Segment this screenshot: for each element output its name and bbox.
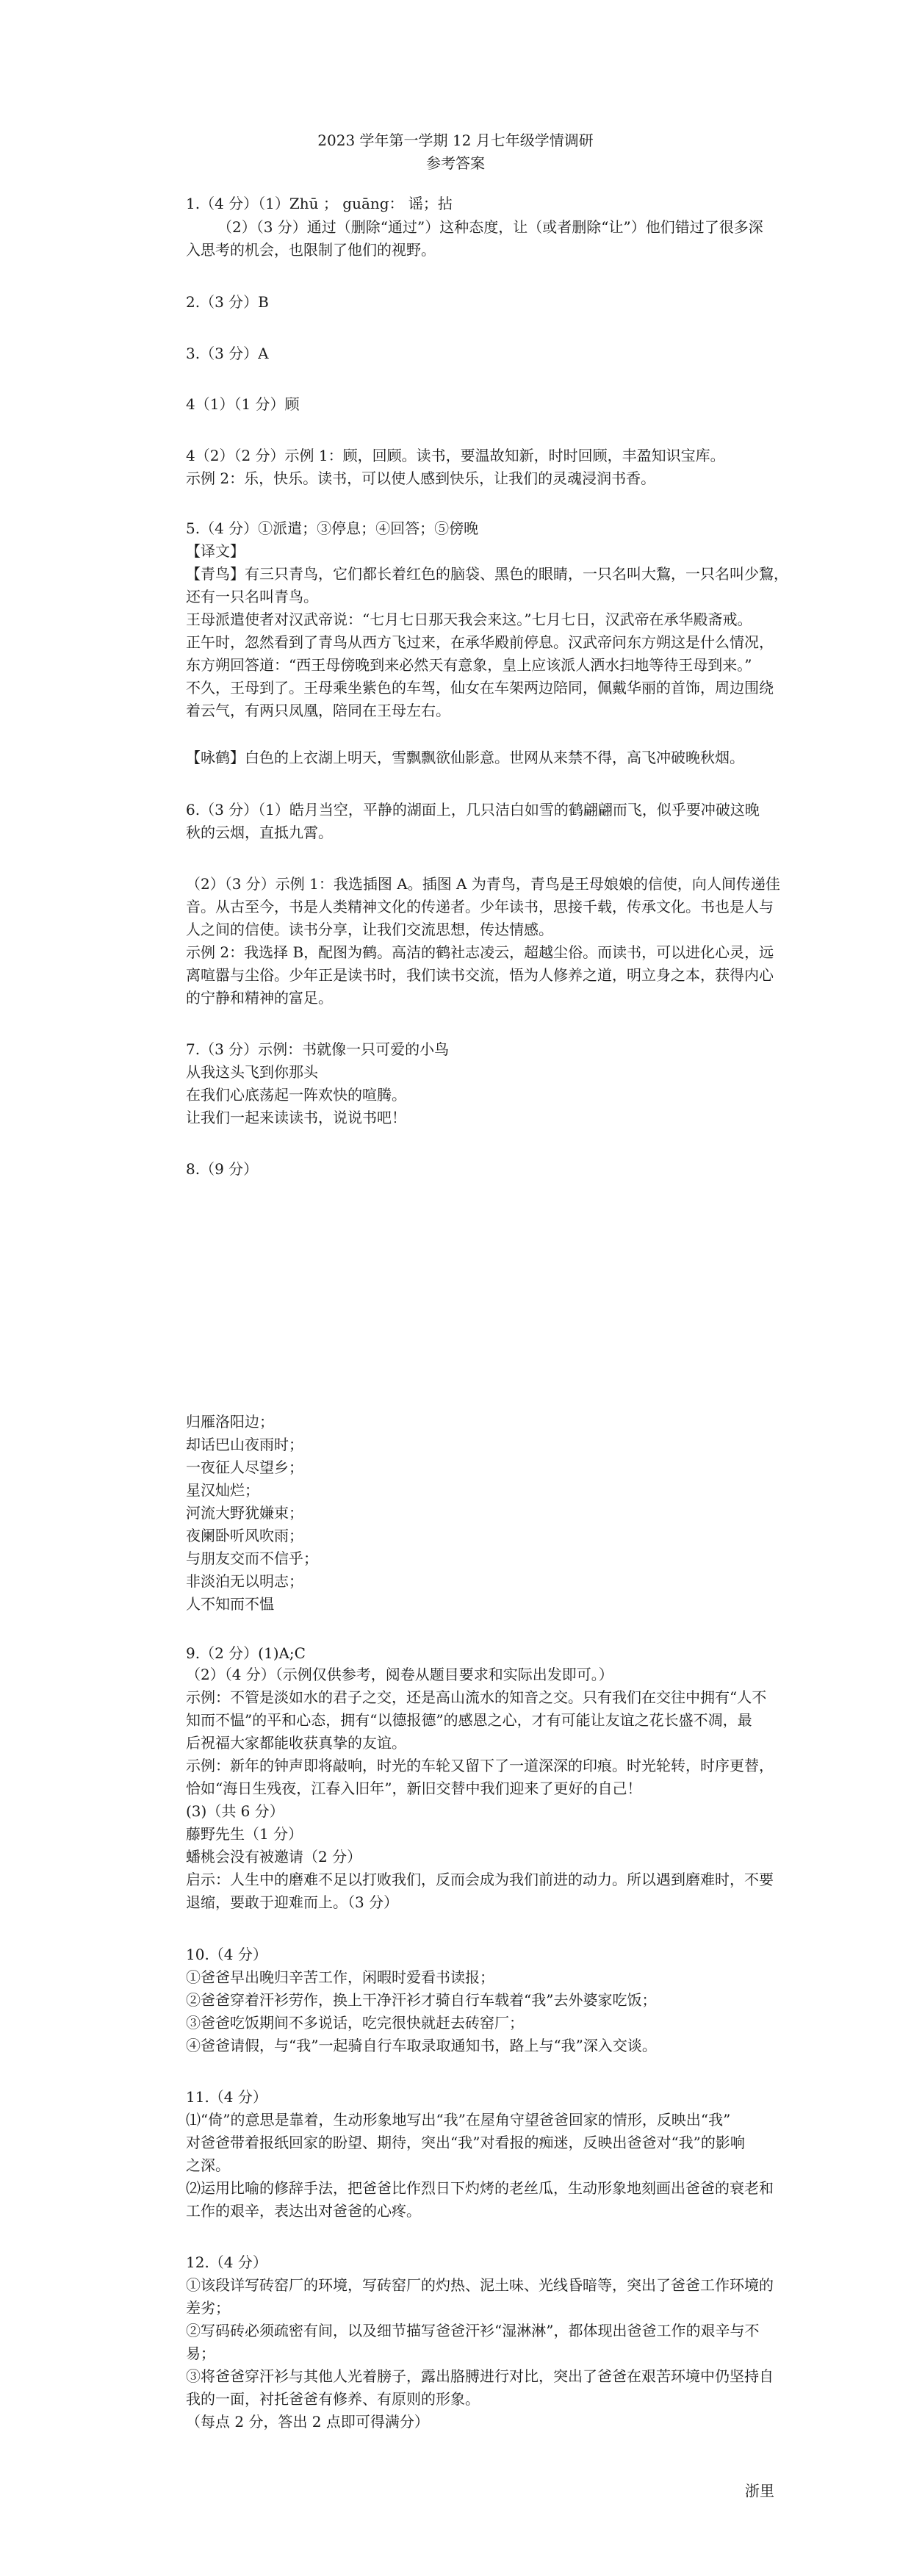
answer-line: 秋的云烟，直抵九霄。	[186, 824, 333, 841]
answer-line: 不久，王母到了。王母乘坐紫色的车驾，仙女在车架两边陪同，佩戴华丽的首饰，周边围绕	[186, 679, 774, 697]
answer-line: 7.（3 分）示例：书就像一只可爱的小鸟	[186, 1040, 450, 1058]
poem-line: 非淡泊无以明志；	[186, 1572, 303, 1590]
answer-line: ④爸爸请假，与“我”一起骑自行车取录取通知书，路上与“我”深入交谈。	[186, 2037, 657, 2054]
poem-line: 与朋友交而不信乎；	[186, 1550, 318, 1567]
answer-line: 后祝福大家都能收获真挚的友谊。	[186, 1734, 406, 1752]
answer-line: 启示：人生中的磨难不足以打败我们，反而会成为我们前进的动力。所以遇到磨难时，不要	[186, 1871, 774, 1888]
answer-line: 离喧嚣与尘俗。少年正是读书时，我们读书交流，悟为人修养之道，明立身之本，获得内心	[186, 966, 774, 984]
answer-line: ③将爸爸穿汗衫与其他人光着膀子，露出胳膊进行对比，突出了爸爸在艰苦环境中仍坚持自	[186, 2367, 774, 2385]
answer-line: 知而不愠”的平和心态，拥有“以德报德”的感恩之心，才有可能让友谊之花长盛不凋，最	[186, 1711, 752, 1729]
answer-line: （2）（4 分）（示例仅供参考，阅卷从题目要求和实际出发即可。）	[186, 1666, 613, 1683]
answer-line: 12.（4 分）	[186, 2253, 267, 2271]
poem-line: 归雁洛阳边；	[186, 1413, 274, 1431]
section-label: 【译文】	[186, 542, 245, 560]
answer-line: 3.（3 分）A	[186, 345, 269, 362]
answer-line: 的宁静和精神的富足。	[186, 989, 333, 1007]
page-subtitle: 参考答案	[426, 154, 485, 172]
answer-line: 10.（4 分）	[186, 1946, 267, 1963]
answer-line: 4（2）（2 分）示例 1：顾，回顾。读书，要温故知新，时时回顾，丰盈知识宝库。	[186, 447, 725, 464]
poem-line: 星汉灿烂；	[186, 1481, 259, 1499]
answer-line: 示例：新年的钟声即将敲响，时光的车轮又留下了一道深深的印痕。时光轮转，时序更替，	[186, 1757, 774, 1774]
answer-line: 东方朔回答道：“西王母傍晚到来必然天有意象，皇上应该派人洒水扫地等待王母到来。”	[186, 656, 752, 674]
answer-line: 之深。	[186, 2156, 230, 2174]
answer-line: 对爸爸带着报纸回家的盼望、期待，突出“我”对看报的痴迷，反映出爸爸对“我”的影响	[186, 2134, 745, 2151]
answer-line: ⑵运用比喻的修辞手法，把爸爸比作烈日下灼烤的老丝瓜，生动形象地刻画出爸爸的衰老和	[186, 2179, 774, 2197]
poem-line: 一夜征人尽望乡；	[186, 1458, 303, 1476]
answer-line: ②爸爸穿着汗衫劳作，换上干净汗衫才骑自行车载着“我”去外婆家吃饭；	[186, 1991, 657, 2009]
answer-line: 人之间的信使。读书分享，让我们交流思想，传达情感。	[186, 921, 553, 938]
answer-line: 着云气，有两只凤凰，陪同在王母左右。	[186, 702, 450, 719]
answer-line: （每点 2 分，答出 2 点即可得满分）	[186, 2413, 429, 2431]
answer-line: 还有一只名叫青鸟。	[186, 588, 318, 605]
answer-line: 工作的艰辛，表达出对爸爸的心疼。	[186, 2202, 421, 2220]
poem-line: 却话巴山夜雨时；	[186, 1436, 303, 1453]
answer-line: 我的一面，衬托爸爸有修养、有原则的形象。	[186, 2390, 480, 2408]
answer-line: 示例 2：乐，快乐。读书，可以使人感到快乐，让我们的灵魂浸润书香。	[186, 469, 656, 487]
answer-line: （2）（3 分）示例 1：我选插图 A。插图 A 为青鸟，青鸟是王母娘娘的信使，向人间传递佳	[186, 875, 780, 893]
answer-line: 示例：不管是淡如水的君子之交，还是高山流水的知音之交。只有我们在交往中拥有“人不	[186, 1688, 767, 1706]
answer-line: 从我这头飞到你那头	[186, 1063, 318, 1081]
answer-line: 让我们一起来读读书，说说书吧！	[186, 1109, 406, 1126]
answer-line: （2）（3 分）通过（删除“通过”）这种态度，让（或者删除“让”）他们错过了很多深	[217, 218, 763, 236]
poem-line: 夜阑卧听风吹雨；	[186, 1527, 303, 1544]
answer-line: 5.（4 分）①派遣；③停息；④回答；⑤傍晚	[186, 519, 479, 537]
answer-line: ⑴“倚”的意思是靠着，生动形象地写出“我”在屋角守望爸爸回家的情形，反映出“我”	[186, 2111, 731, 2129]
answer-line: 音。从古至今，书是人类精神文化的传递者。少年读书，思接千载，传承文化。书也是人与	[186, 898, 774, 915]
answer-line: 8.（9 分）	[186, 1160, 259, 1178]
answer-line: 【青鸟】有三只青鸟，它们都长着红色的脑袋、黑色的眼睛，一只名叫大鵹，一只名叫少鵹，	[186, 565, 788, 583]
answer-line: (3)（共 6 分）	[186, 1802, 284, 1820]
page-title: 2023 学年第一学期 12 月七年级学情调研	[317, 132, 594, 149]
footer-mark: 浙里	[745, 2482, 774, 2500]
answer-line: 差劣；	[186, 2299, 230, 2317]
answer-line: 正午时，忽然看到了青鸟从西方飞过来，在承华殿前停息。汉武帝问东方朔这是什么情况，	[186, 633, 774, 651]
answer-line: 入思考的机会，也限制了他们的视野。	[186, 241, 436, 259]
answer-line: 恰如“海日生残夜，江春入旧年”，新旧交替中我们迎来了更好的自己！	[186, 1780, 642, 1797]
answer-line: 退缩，要敢于迎难而上。（3 分）	[186, 1893, 399, 1911]
answer-line: 藤野先生（1 分）	[186, 1825, 303, 1843]
answer-line: 在我们心底荡起一阵欢快的喧腾。	[186, 1086, 406, 1104]
answer-line: 王母派遣使者对汉武帝说：“七月七日那天我会来这。”七月七日，汉武帝在承华殿斋戒。	[186, 611, 752, 628]
answer-line: 4（1）（1 分）顾	[186, 395, 300, 413]
answer-line: 6.（3 分）（1）皓月当空，平静的湖面上，几只洁白如雪的鹤翩翩而飞，似乎要冲破这晚	[186, 801, 760, 819]
answer-line: ②写码砖必须疏密有间，以及细节描写爸爸汗衫“湿淋淋”，都体现出爸爸工作的艰辛与不	[186, 2322, 760, 2339]
answer-line: ③爸爸吃饭期间不多说话，吃完很快就赶去砖窑厂；	[186, 2014, 524, 2032]
answer-line: 示例 2：我选择 B，配图为鹤。高洁的鹤社志凌云，超越尘俗。而读书，可以进化心灵，远	[186, 943, 774, 961]
answer-line: 9.（2 分）(1)A;C	[186, 1644, 306, 1662]
answer-line: ①该段详写砖窑厂的环境，写砖窑厂的灼热、泥土味、光线昏暗等，突出了爸爸工作环境的	[186, 2276, 774, 2294]
answer-line: ①爸爸早出晚归辛苦工作，闲暇时爱看书读报；	[186, 1968, 494, 1986]
poem-line: 河流大野犹嫌束；	[186, 1504, 303, 1522]
answer-line: 1.（4 分）（1）Zhū ； guāng： 谣；拈	[186, 195, 453, 212]
answer-line: 蟠桃会没有被邀请（2 分）	[186, 1848, 362, 1866]
answer-line: 易；	[186, 2345, 215, 2362]
answer-line: 11.（4 分）	[186, 2088, 267, 2106]
poem-line: 人不知而不愠	[186, 1595, 274, 1613]
answer-line: 2.（3 分）B	[186, 293, 269, 311]
answer-line: 【咏鹤】白色的上衣湖上明天，雪飘飘欲仙影意。世网从来禁不得，高飞冲破晚秋烟。	[186, 749, 744, 766]
